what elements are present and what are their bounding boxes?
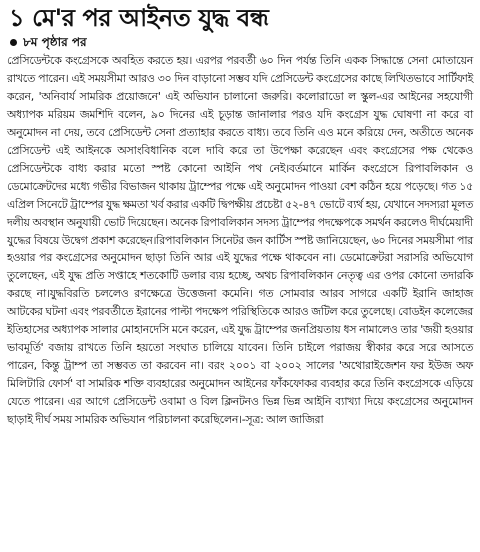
bullet-icon	[10, 39, 17, 46]
continued-from-label: ৮ম পৃষ্ঠার পর	[23, 35, 87, 49]
headline: ১ মে'র পর আইনত যুদ্ধ বন্ধ	[9, 4, 269, 32]
continued-from-line	[10, 35, 473, 50]
article-body: প্রেসিডেন্টকে কংগ্রেসকে অবহিত করতে হয়। এরপর পরবর্তী ৬০ দিন পর্যন্ত তিনি একক সিদ্ধান্তে সেনা মোতায়েন রাখতে পারেন। এই সময়সীমা আরও ৩০ দিন বাড়ানো সম্ভব যদি প্রেসিডেন্ট কংগ্রেসের কাছে লিখিতভাবে সার্টিফাই করেন, 'অনিবার্য সামরিক প্রয়োজনে' এই অভিযান চালানো জরুরি। কলোরাডো ল স্কুল-এর আইনের সহযোগী অধ্যাপক মরিয়ম জমশিদি বলেন, ৯০ দিনের এই চূড়ান্ত জানালার পরও যদি কংগ্রেস যুদ্ধ ঘোষণা না করে বা অনুমোদন না দেয়, তবে প্রেসিডেন্ট সেনা প্রত্যাহার করতে বাধ্য। তবে তিনি এও মনে করিয়ে দেন, অতীতে অনেক প্রেসিডেন্ট এই আইনকে অসাংবিধানিক বলে দাবি করে তা উপেক্ষা করেছেন এবং কংগ্রেসের পক্ষ থেকেও প্রেসিডেন্টকে বাধ্য করার মতো স্পষ্ট কোনো আইনি পথ নেই।বর্তমানে মার্কিন কংগ্রেসে রিপাবলিকান ও ডেমোক্রেটদের মধ্যে গভীর বিভাজন থাকায় ট্রাম্পের পক্ষে এই অনুমোদন পাওয়া বেশ কঠিন হয়ে পড়েছে। গত ১৫ এপ্রিল সিনেটে ট্রাম্পের যুদ্ধ ক্ষমতা খর্ব করার একটি দ্বিপক্ষীয় প্রচেষ্টা ৫২-৪৭ ভোটে ব্যর্থ হয়, যেখানে সদস্যরা মূলত দলীয় অবস্থান অনুযায়ী ভোট দিয়েছেন। অনেক রিপাবলিকান সদস্য ট্রাম্পের পদক্ষেপকে সমর্থন করলেও দীর্ঘমেয়াদী যুদ্ধের বিষয়ে উদ্বেগ প্রকাশ করেছেন।রিপাবলিকান সিনেটর জন কার্টিস স্পষ্ট জানিয়েছেন, ৬০ দিনের সময়সীমা পার হওয়ার পর কংগ্রেসের অনুমোদন ছাড়া তিনি আর এই যুদ্ধের পক্ষে থাকবেন না। ডেমোক্রেটরা সরাসরি অভিযোগ তুলেছেন, এই যুদ্ধ প্রতি সপ্তাহে শতকোটি ডলার ব্যয় হচ্ছে, অথচ রিপাবলিকান নেতৃত্ব এর ওপর কোনো তদারকি করছে না।যুদ্ধবিরতি চললেও রণক্ষেত্রে উত্তেজনা কমেনি। গত সোমবার আরব সাগরে একটি ইরানি জাহাজ আটকের ঘটনা এবং পরবর্তীতে ইরানের পাল্টা পদক্ষেপ পরিস্থিতিকে আরও জটিল করে তুলেছে। বোডইন কলেজের ইতিহাসের অধ্যাপক সালার মোহানদেসি মনে করেন, এই যুদ্ধ ট্রাম্পের জনপ্রিয়তায় ধস নামালেও তার 'জয়ী হওয়ার ভাবমূর্তি' বজায় রাখতে তিনি হয়তো সংঘাত চালিয়ে যাবেন। তিনি চাইলে পরাজয় স্বীকার করে সরে আসতে পারেন, কিন্তু ট্রাম্প তা সম্ভবত তা করবেন না। বরং ২০০১ বা ২০০২ সালের 'অথোরাইজেশন ফর ইউজ অফ মিলিটারি ফোর্স' বা সামরিক শক্তি ব্যবহারের অনুমোদন আইনের ফাঁকফোকর ব্যবহার করে তিনি কংগ্রেসকে এড়িয়ে যেতে পারেন। এর আগে প্রেসিডেন্ট ওবামা ও বিল ক্লিনটনও ভিন্ন ভিন্ন আইনি ব্যাখ্যা দিয়ে কংগ্রেসের অনুমোদন ছাড়াই দীর্ঘ সময় সামরিক অভিযান পরিচালনা করেছিলেন।-সূত্র: আল জাজিরা	[7, 54, 473, 427]
